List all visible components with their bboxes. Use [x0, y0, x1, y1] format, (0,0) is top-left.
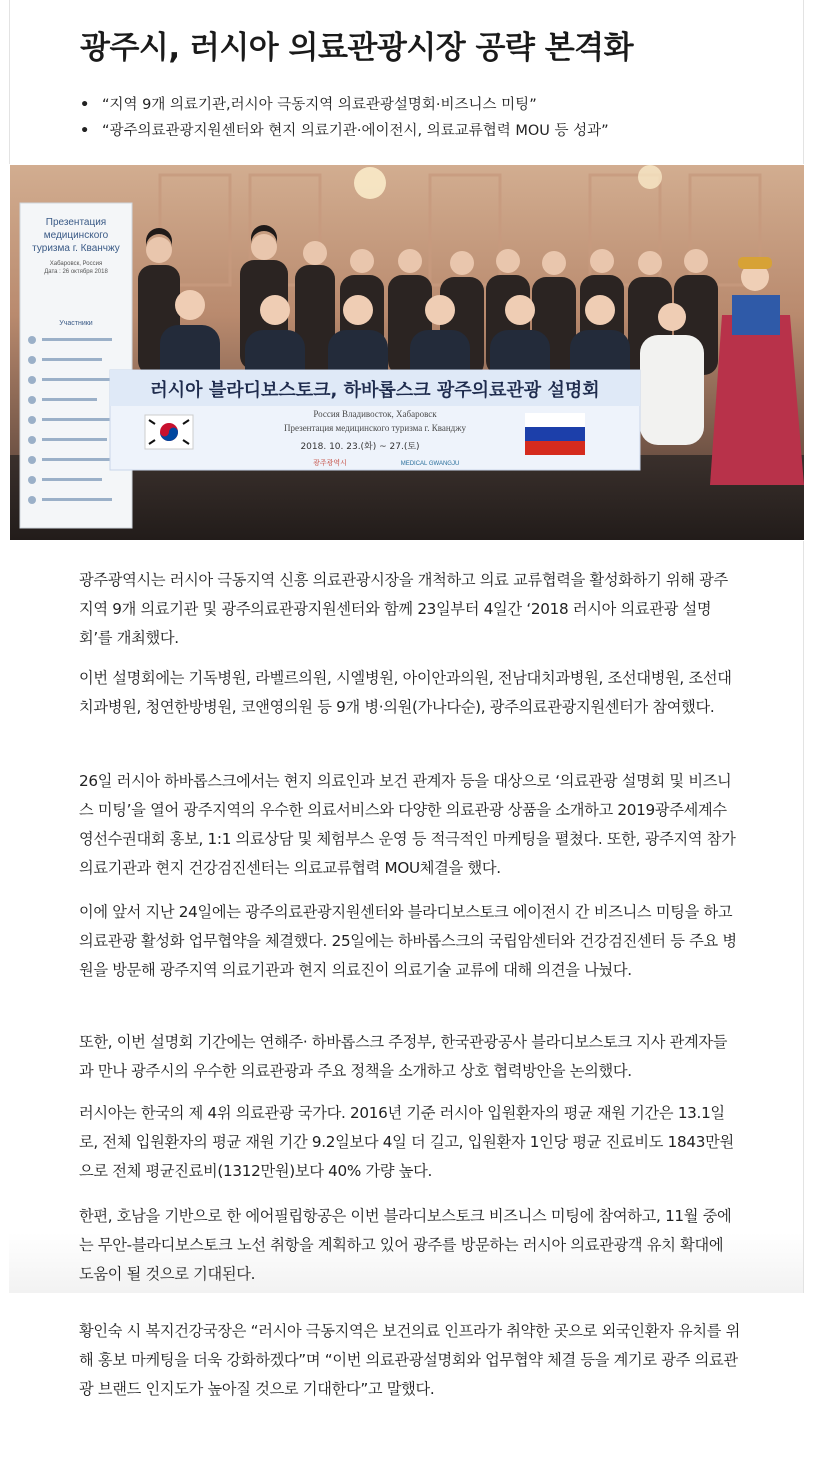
summary-bullet	[80, 118, 609, 144]
standee-list-header: Участники	[59, 320, 93, 327]
banner-date: 2018. 10. 23.(화) ~ 27.(토)	[300, 442, 420, 452]
banner-org-2: MEDICAL GWANGJU	[400, 461, 460, 467]
standee-place: Хабаровск, Россия	[49, 261, 103, 267]
paragraph-2: 이번 설명회에는 기독병원, 라벨르의원, 시엘병원, 아이안과의원, 전남대치과병원, 조선대병원, 조선대치과병원, 청연한방병원, 코앤영의원 등 9개 병·의원(가나다순), 광주의료관광지원센터가 참여했다.	[79, 669, 732, 716]
summary-bullets	[80, 92, 609, 144]
bullet-marker: •	[80, 97, 90, 113]
paragraph-7: 한편, 호남을 기반으로 한 에어필립항공은 이번 블라디보스토크 비즈니스 미팅에 참여하고, 11월 중에는 무안-블라디보스토크 노선 취항을 계획하고 있어 광주를 방문하는 러시아 의료관광객 유치 확대에 도움이 될 것으로 기대된다.	[79, 1207, 732, 1283]
standee-title-1: Презентация	[45, 217, 107, 228]
article-headline: 광주시, 러시아 의료관광시장 공략 본격화	[80, 30, 634, 66]
summary-bullet	[80, 92, 609, 118]
paragraph-4: 이에 앞서 지난 24일에는 광주의료관광지원센터와 블라디보스토크 에이전시 간 비즈니스 미팅을 하고 의료관광 활성화 업무협약을 체결했다. 25일에는 하바롭스크의 국립암센터와 건강검진센터 등 주요 병원을 방문해 광주지역 의료기관과 현지 의료진이 의료기술 교류에 대해 의견을 나눴다.	[79, 903, 737, 979]
bullet-marker: •	[80, 123, 90, 139]
standee-banner	[20, 203, 132, 528]
standee-title-3: туризма г. Кванчжу	[32, 243, 120, 254]
paragraph-8: 황인숙 시 복지건강국장은 “러시아 극동지역은 보건의료 인프라가 취약한 곳으로 외국인환자 유치를 위해 홍보 마케팅을 더욱 강화하겠다”며 “이번 의료관광설명회와 업무협약 체결 등을 계기로 광주 의료관광 브랜드 인지도가 높아질 것으로 기대한다”고 말했다.	[79, 1322, 740, 1398]
banner-subtitle-1: Россия Владивосток, Хабаровск	[313, 409, 437, 419]
banner-title: 러시아 블라디보스토크, 하바롭스크 광주의료관광 설명회	[150, 380, 600, 401]
summary-bullet-text: “지역 9개 의료기관,러시아 극동지역 의료관광설명회·비즈니스 미팅”	[102, 97, 537, 113]
russian-flag-icon	[525, 413, 585, 455]
paragraph-5: 또한, 이번 설명회 기간에는 연해주· 하바롭스크 주정부, 한국관광공사 블라디보스토크 지사 관계자들과 만나 광주시의 우수한 의료관광과 주요 정책을 소개하고 상호 협력방안을 논의했다.	[79, 1033, 728, 1080]
article-photo	[10, 165, 804, 540]
paragraph-6: 러시아는 한국의 제 4위 의료관광 국가다. 2016년 기준 러시아 입원환자의 평균 재원 기간은 13.1일로, 전체 입원환자의 평균 재원 기간 9.2일보다 4일 더 길고, 입원환자 1인당 평균 진료비도 1843만원으로 전체 평균진료비(1312만원)보다 40% 가량 높다.	[79, 1104, 734, 1180]
event-banner	[110, 370, 640, 470]
banner-subtitle-2: Презентация медицинского туризма г. Кванджу	[284, 423, 466, 433]
banner-org: 광주광역시	[313, 459, 347, 467]
korean-flag-icon	[145, 415, 193, 449]
group-photo-illustration	[10, 165, 804, 540]
standee-title-2: медицинского	[43, 230, 109, 241]
summary-bullet-text: “광주의료관광지원센터와 현지 의료기관·에이전시, 의료교류협력 MOU 등 성과”	[102, 123, 609, 139]
paragraph-1: 광주광역시는 러시아 극동지역 신흥 의료관광시장을 개척하고 의료 교류협력을 활성화하기 위해 광주지역 9개 의료기관 및 광주의료관광지원센터와 함께 23일부터 4일간 ‘2018 러시아 의료관광 설명회’를 개최했다.	[79, 571, 728, 647]
standee-date: Дата : 26 октября 2018	[44, 269, 108, 275]
paragraph-3: 26일 러시아 하바롭스크에서는 현지 의료인과 보건 관계자 등을 대상으로 ‘의료관광 설명회 및 비즈니스 미팅’을 열어 광주지역의 우수한 의료서비스와 다양한 의료관광 상품을 소개하고 2019광주세계수영선수권대회 홍보, 1:1 의료상담 및 체험부스 운영 등 적극적인 마케팅을 펼쳤다. 또한, 광주지역 참가 의료기관과 현지 건강검진센터는 의료교류협력 MOU체결을 했다.	[79, 772, 736, 877]
